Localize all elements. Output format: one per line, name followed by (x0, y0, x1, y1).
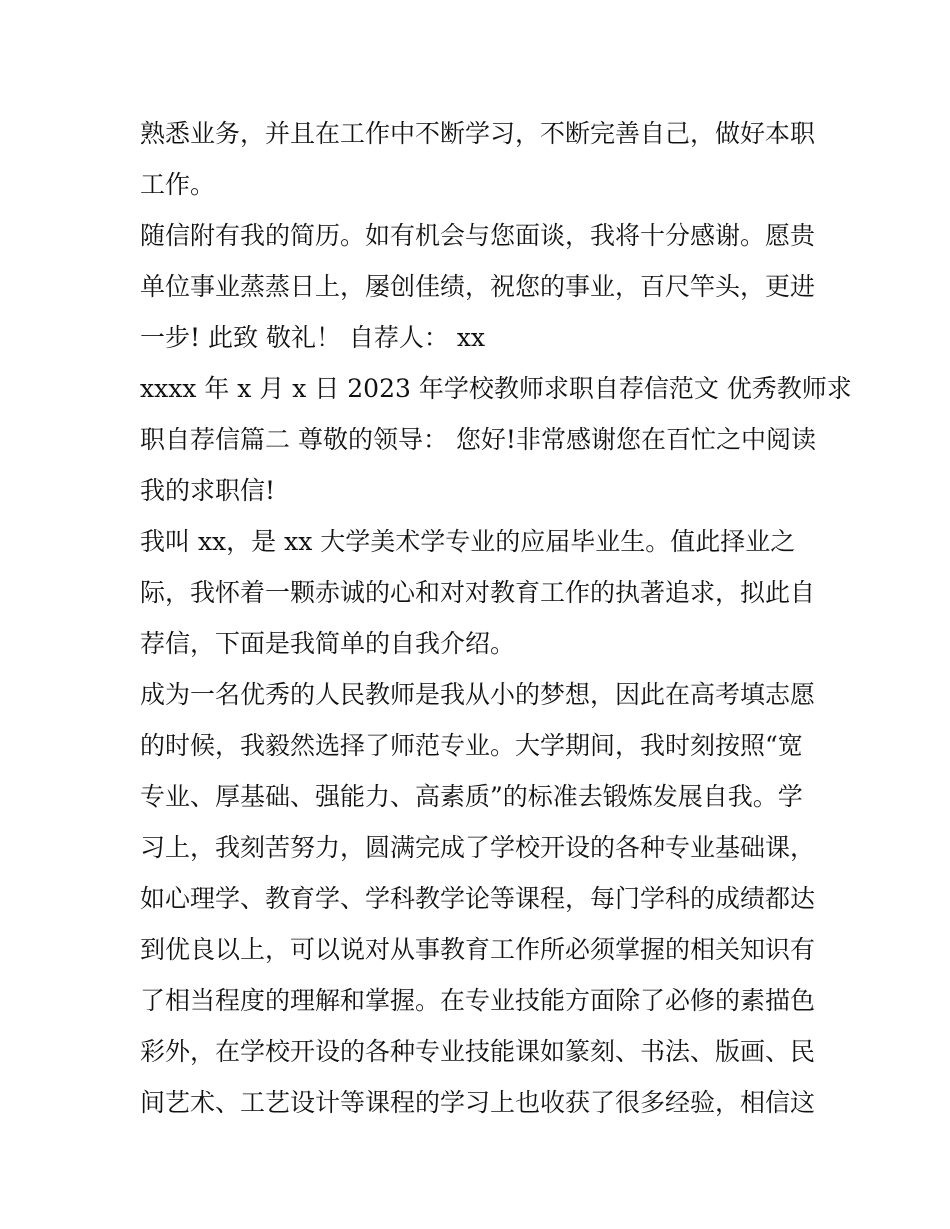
text-line: 我的求职信! (140, 476, 276, 505)
text-line: 职自荐信篇二 尊敬的领导： 您好!非常感谢您在百忙之中阅读 (140, 425, 816, 454)
text-line: 习上，我刻苦努力，圆满完成了学校开设的各种专业基础课， (140, 833, 816, 862)
text-line: 专业、厚基础、强能力、高素质”的标准去锻炼发展自我。学 (140, 782, 803, 811)
text-line: xxxx 年 x 月 x 日 2023 年学校教师求职自荐信范文 优秀教师求 (140, 374, 852, 403)
text-line: 单位事业蒸蒸日上，屡创佳绩，祝您的事业，百尺竿头，更进 (140, 272, 816, 301)
text-line: 随信附有我的简历。如有机会与您面谈，我将十分感谢。愿贵 (140, 221, 816, 250)
text-line: 成为一名优秀的人民教师是我从小的梦想，因此在高考填志愿 (140, 680, 816, 709)
text-line: 我叫 xx，是 xx 大学美术学专业的应届毕业生。值此择业之 (140, 527, 796, 556)
text-line: 间艺术、工艺设计等课程的学习上也收获了很多经验，相信这 (140, 1088, 816, 1117)
text-line: 一步! 此致 敬礼！ 自荐人： xx (140, 323, 486, 352)
text-line: 际，我怀着一颗赤诚的心和对对教育工作的执著追求，拟此自 (140, 578, 816, 607)
text-line: 彩外，在学校开设的各种专业技能课如篆刻、书法、版画、民 (140, 1037, 816, 1066)
text-line: 到优良以上，可以说对从事教育工作所必须掌握的相关知识有 (140, 935, 816, 964)
text-line: 如心理学、教育学、学科教学论等课程，每门学科的成绩都达 (140, 884, 816, 913)
text-line: 了相当程度的理解和掌握。在专业技能方面除了必修的素描色 (140, 986, 816, 1015)
text-line: 的时候，我毅然选择了师范专业。大学期间，我时刻按照“宽 (140, 731, 803, 760)
text-line: 熟悉业务，并且在工作中不断学习，不断完善自己，做好本职 (140, 119, 816, 148)
body-text (140, 108, 852, 1128)
text-line: 荐信，下面是我简单的自我介绍。 (140, 629, 516, 658)
text-line: 工作。 (140, 170, 216, 199)
